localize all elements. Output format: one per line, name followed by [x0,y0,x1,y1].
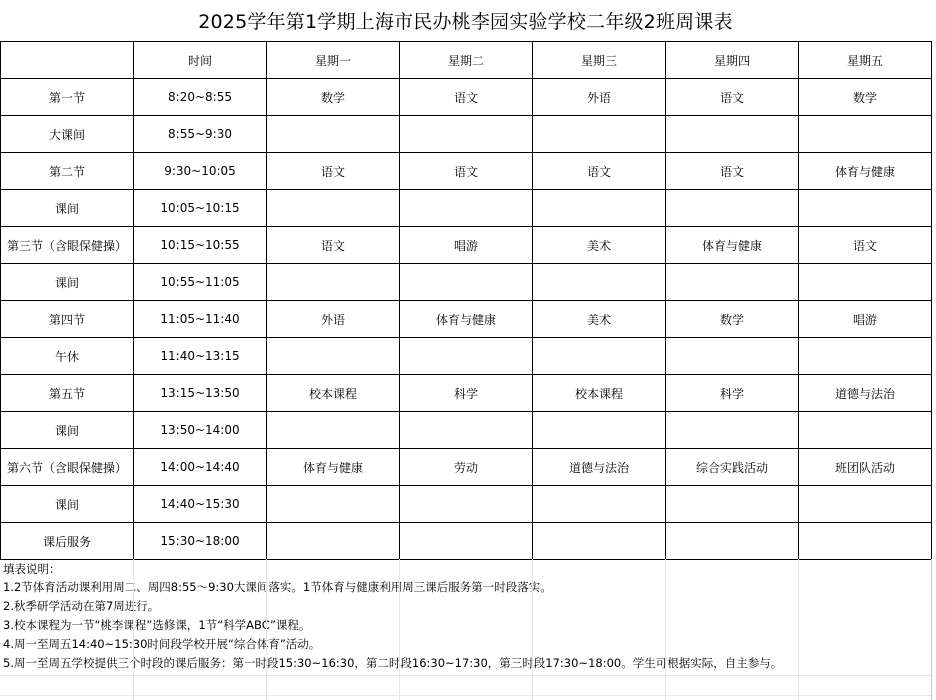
cell-friday [799,190,932,227]
header-cell-time: 时间 [134,42,267,79]
cell-tuesday: 语文 [400,79,533,116]
cell-friday: 唱游 [799,301,932,338]
header-cell-monday: 星期一 [267,42,400,79]
header-row [1,42,932,79]
cell-thursday [666,264,799,301]
cell-monday [267,190,400,227]
cell-thursday: 语文 [666,153,799,190]
note-item: 2.秋季研学活动在第7周进行。 [3,599,160,613]
cell-monday [267,116,400,153]
table-row [1,449,932,486]
cell-wednesday [533,412,666,449]
cell-thursday: 综合实践活动 [666,449,799,486]
cell-time: 14:40~15:30 [134,486,267,523]
cell-wednesday: 语文 [533,153,666,190]
table-row [1,412,932,449]
cell-thursday: 科学 [666,375,799,412]
cell-monday: 数学 [267,79,400,116]
table-row [1,338,932,375]
cell-friday [799,412,932,449]
cell-friday [799,264,932,301]
cell-time: 14:00~14:40 [134,449,267,486]
cell-period-label: 第六节（含眼保健操） [1,449,134,486]
header-cell-thursday: 星期四 [666,42,799,79]
cell-monday [267,523,400,560]
cell-time: 13:50~14:00 [134,412,267,449]
cell-time: 10:05~10:15 [134,190,267,227]
cell-wednesday [533,338,666,375]
cell-period-label: 午休 [1,338,134,375]
cell-friday [799,486,932,523]
notes-heading: 填表说明： [3,562,61,576]
cell-period-label: 第三节（含眼保健操） [1,227,134,264]
cell-friday [799,523,932,560]
note-item: 4.周一至周五14:40~15:30时间段学校开展“综合体育”活动。 [3,637,321,651]
table-row [1,227,932,264]
table-row [1,375,932,412]
sheet-gridline [0,675,931,676]
sheet-gridline [399,559,400,700]
cell-time: 8:20~8:55 [134,79,267,116]
cell-period-label: 课后服务 [1,523,134,560]
cell-tuesday: 劳动 [400,449,533,486]
note-item: 3.校本课程为一节“桃李课程”选修课，1节“科学ABC”课程。 [3,618,311,632]
cell-friday: 语文 [799,227,932,264]
notes-section [0,559,932,700]
cell-tuesday [400,116,533,153]
cell-wednesday: 外语 [533,79,666,116]
cell-thursday [666,338,799,375]
cell-wednesday: 道德与法治 [533,449,666,486]
cell-time: 10:15~10:55 [134,227,267,264]
cell-friday: 道德与法治 [799,375,932,412]
table-row [1,486,932,523]
cell-tuesday [400,190,533,227]
page-title: 2025学年第1学期上海市民办桃李园实验学校二年级2班周课表 [198,11,733,33]
cell-monday: 体育与健康 [267,449,400,486]
cell-thursday [666,190,799,227]
cell-wednesday [533,116,666,153]
cell-period-label: 课间 [1,486,134,523]
cell-monday: 外语 [267,301,400,338]
cell-wednesday: 校本课程 [533,375,666,412]
table-row [1,301,932,338]
cell-thursday: 数学 [666,301,799,338]
sheet-gridline [0,695,931,696]
cell-period-label: 大课间 [1,116,134,153]
cell-monday [267,486,400,523]
cell-wednesday [533,523,666,560]
table-row [1,116,932,153]
timetable [0,41,932,560]
cell-period-label: 第五节 [1,375,134,412]
cell-tuesday [400,412,533,449]
cell-time: 9:30~10:05 [134,153,267,190]
cell-monday [267,264,400,301]
cell-period-label: 课间 [1,264,134,301]
cell-tuesday: 语文 [400,153,533,190]
cell-wednesday [533,486,666,523]
cell-period-label: 第一节 [1,79,134,116]
cell-thursday: 语文 [666,79,799,116]
cell-thursday [666,486,799,523]
header-cell-friday: 星期五 [799,42,932,79]
cell-monday: 校本课程 [267,375,400,412]
cell-time: 11:05~11:40 [134,301,267,338]
cell-monday: 语文 [267,153,400,190]
cell-period-label: 第四节 [1,301,134,338]
cell-time: 13:15~13:50 [134,375,267,412]
cell-friday: 班团队活动 [799,449,932,486]
table-row [1,523,932,560]
table-row [1,153,932,190]
table-row [1,79,932,116]
cell-thursday [666,116,799,153]
header-cell-tuesday: 星期二 [400,42,533,79]
cell-friday [799,338,932,375]
cell-period-label: 第二节 [1,153,134,190]
cell-wednesday: 美术 [533,227,666,264]
note-item: 5.周一至周五学校提供三个时段的课后服务：第一时段15:30~16:30，第二时段16:30~17:30，第三时段17:30~18:00。学生可根据实际，自主参与。 [3,656,783,670]
cell-tuesday: 唱游 [400,227,533,264]
sheet-gridline [665,559,666,700]
table-row [1,264,932,301]
header-cell-label [1,42,134,79]
cell-wednesday [533,264,666,301]
cell-thursday [666,412,799,449]
cell-time: 8:55~9:30 [134,116,267,153]
cell-time: 11:40~13:15 [134,338,267,375]
cell-period-label: 课间 [1,190,134,227]
sheet-gridline [532,559,533,700]
cell-time: 10:55~11:05 [134,264,267,301]
sheet-gridline [266,559,267,700]
cell-tuesday: 体育与健康 [400,301,533,338]
cell-monday [267,338,400,375]
cell-tuesday [400,264,533,301]
note-item: 1.2节体育活动课利用周二、周四8:55～9:30大课间落实。1节体育与健康利用周三课后服务第一时段落实。 [3,580,552,594]
cell-tuesday [400,338,533,375]
header-cell-wednesday: 星期三 [533,42,666,79]
cell-friday [799,116,932,153]
sheet-gridline [798,559,799,700]
cell-tuesday [400,523,533,560]
cell-tuesday: 科学 [400,375,533,412]
cell-wednesday: 美术 [533,301,666,338]
cell-thursday: 体育与健康 [666,227,799,264]
cell-friday: 数学 [799,79,932,116]
cell-wednesday [533,190,666,227]
table-row [1,190,932,227]
cell-friday: 体育与健康 [799,153,932,190]
sheet-gridline [133,559,134,700]
cell-monday: 语文 [267,227,400,264]
cell-period-label: 课间 [1,412,134,449]
cell-thursday [666,523,799,560]
cell-time: 15:30~18:00 [134,523,267,560]
cell-monday [267,412,400,449]
cell-tuesday [400,486,533,523]
